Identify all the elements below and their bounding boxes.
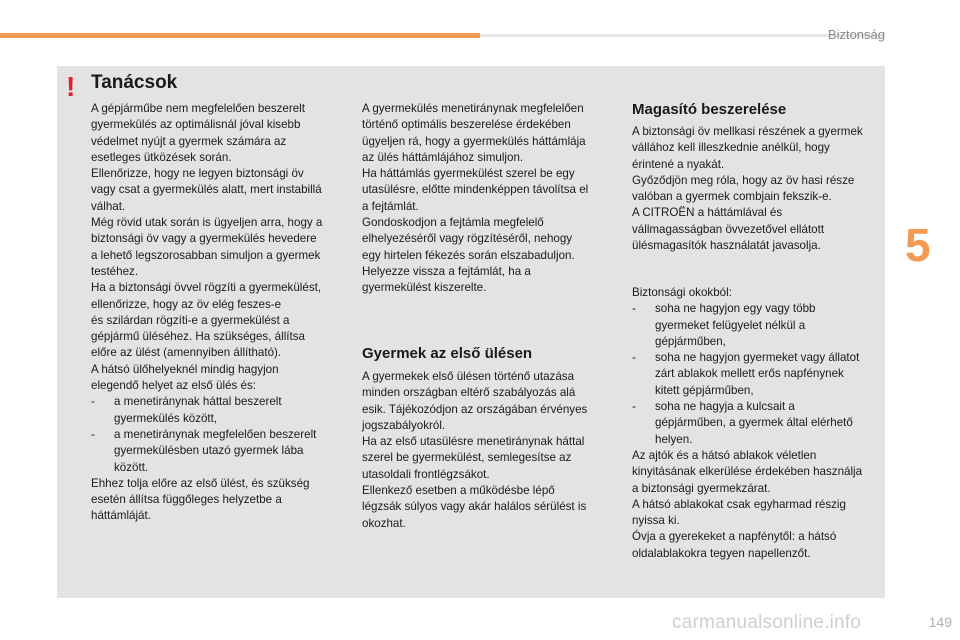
text-line: előre az ülést (amennyiben állítható).: [91, 346, 282, 360]
text-line: a menetiránynak háttal beszerelt: [114, 395, 282, 409]
text-line: soha ne hagyja a kulcsait a: [655, 400, 795, 414]
text-line: Óvja a gyerekeket a napfénytől: a hátsó: [632, 530, 837, 544]
text-line: esetleges ütközések során.: [91, 150, 232, 164]
text-line: kitett gépjárműben,: [655, 383, 754, 397]
section-title: Biztonság: [827, 27, 885, 42]
text-line: A gyermekek első ülésen történő utazása: [362, 370, 575, 383]
text-line: Az ajtók és a hátsó ablakok véletlen: [632, 448, 817, 462]
text-line: gyermekülés között,: [114, 411, 218, 425]
text-line: valóban a gyermek combjain fekszik-e.: [632, 190, 832, 204]
list-item: [91, 394, 353, 427]
text-line: jogszabályokról.: [362, 418, 446, 432]
text-line: A hátsó ablakokat csak egyharmad részig: [632, 497, 846, 511]
text-line: Ehhez tolja előre az első ülést, és szükség: [91, 476, 310, 490]
text-line: kinyitásának elkerülése érdekében használja: [632, 465, 863, 479]
warning-icon: !: [66, 71, 76, 102]
advice-title: Tanácsok: [91, 72, 178, 93]
text-line: elhelyezéséről vagy rögzítéséről, nehogy: [362, 232, 573, 246]
header-rule: [480, 34, 885, 37]
text-line: minden országban eltérő szabályozás alá: [362, 386, 576, 400]
text-line: esik. Tájékozódjon az országában érvényes: [362, 402, 588, 416]
text-line: Ellenkező esetben a működésbe lépő: [362, 484, 555, 498]
text-line: Még rövid utak során is ügyeljen arra, hogy a: [91, 216, 323, 230]
safety-text: [632, 285, 884, 562]
text-line: történő optimális beszerelése érdekében: [362, 118, 571, 132]
text-line: gépjárműben, a gyermek által elérhető: [655, 416, 853, 430]
text-line: okozhat.: [362, 516, 406, 530]
text-line: szerel be gyermekülést, semlegesítse az: [362, 451, 572, 465]
text-line: Győződjön meg róla, hogy az öv hasi része: [632, 173, 855, 187]
text-line: Ha a biztonsági övvel rögzíti a gyermekülést,: [91, 281, 322, 295]
text-line: zárt ablakok mellett erős napfénynek: [655, 367, 844, 381]
text-line: az ülés háttámlájához simuljon.: [362, 150, 524, 164]
text-line: gyermekülést kiszerelte.: [362, 281, 487, 295]
text-line: érintené a nyakát.: [632, 157, 725, 171]
text-line: helyen.: [655, 432, 693, 446]
booster-text: [632, 124, 884, 254]
text-line: nyissa ki.: [632, 514, 680, 528]
text-line: vállához kell illeszkednie anélkül, hogy: [632, 141, 830, 155]
text-line: soha ne hagyjon egy vagy több: [655, 302, 816, 316]
text-line: háttámláját.: [91, 509, 151, 523]
text-line: gyermeket felügyelet nélkül a: [655, 318, 806, 332]
text-line: a menetiránynak megfelelően beszerelt: [114, 427, 317, 441]
text-line: a fejtámlát.: [362, 199, 419, 213]
text-line: testéhez.: [91, 264, 139, 278]
text-line: elegendő helyet az első ülés és:: [91, 379, 257, 393]
list-item: [632, 350, 884, 399]
text-line: között.: [114, 460, 149, 474]
text-line: ülésmagasítók használatát javasolja.: [632, 239, 821, 253]
text-line: és szilárdan rögzíti-e a gyermekülést a: [91, 313, 290, 327]
paragraph-lines: [91, 101, 353, 394]
chapter-number: 5: [905, 219, 931, 271]
list-item: [91, 427, 353, 476]
bullet-dash: -: [632, 400, 636, 414]
text-line: ügyeljen rá, hogy a gyermekülés háttámlája: [362, 134, 586, 148]
page-number: 149: [928, 614, 952, 630]
list-item: [632, 399, 884, 448]
text-line: A hátsó ülőhelyeknél mindig hagyjon: [91, 362, 279, 376]
text-line: A CITROËN a háttámlával és: [632, 206, 783, 220]
text-line: ellenőrizze, hogy az öv elég feszes-e: [91, 297, 282, 311]
text-line: egy hirtelen fékezés során elszabaduljon.: [362, 248, 575, 262]
bullet-dash: -: [91, 395, 95, 409]
paragraph-lines: [91, 476, 353, 525]
text-line: válhat.: [91, 199, 126, 213]
text-line: Biztonsági okokból:: [632, 286, 732, 299]
text-line: utasoldali frontlégzsákot.: [362, 467, 490, 481]
text-line: a biztonsági gyermekzárat.: [632, 481, 771, 495]
text-line: oldalablakokra tegyen napellenzőt.: [632, 546, 811, 560]
bullet-dash: -: [632, 351, 636, 365]
text-line: A gépjárműbe nem megfelelően beszerelt: [91, 102, 305, 115]
list-item: [632, 301, 884, 350]
text-line: Ha az első utasülésre menetiránynak háttal: [362, 435, 585, 449]
watermark: carmanualsonline.info: [672, 612, 862, 633]
text-line: utasülésre, előtte mindenképpen távolítsa el: [362, 183, 589, 197]
text-line: Ha háttámlás gyermekülést szerel be egy: [362, 167, 575, 181]
text-line: Helyezze vissza a fejtámlát, ha a: [362, 264, 531, 278]
front-seat-heading: Gyermek az első ülésen: [362, 345, 533, 362]
text-line: gépjárműben,: [655, 334, 726, 348]
text-line: biztonsági öv vagy a gyermekülés hevedere: [91, 232, 317, 246]
text-line: A biztonsági öv mellkasi részének a gyermek: [632, 125, 863, 138]
text-line: A gyermekülés menetiránynak megfelelően: [362, 102, 584, 115]
advice-column-2: [362, 101, 617, 297]
text-line: légzsák súlyos vagy akár halálos sérülést is: [362, 500, 587, 514]
bullet-dash: -: [632, 302, 636, 316]
text-line: soha ne hagyjon gyermeket vagy állatot: [655, 351, 860, 365]
text-line: gyermekülésben utazó gyermek lába: [114, 444, 304, 458]
text-line: a lehető legszorosabban simuljon a gyermek: [91, 248, 321, 262]
booster-heading: Magasító beszerelése: [632, 101, 787, 118]
text-line: gépjármű üléséhez. Ha szükséges, állítsa: [91, 330, 305, 344]
text-line: vállmagasságban övvezetővel ellátott: [632, 222, 825, 236]
text-line: vagy csat a gyermekülés alatt, mert instabillá: [91, 183, 322, 197]
bullet-dash: -: [91, 427, 95, 441]
front-seat-text: [362, 369, 617, 532]
text-line: esetén állítsa függőleges helyzetbe a: [91, 493, 282, 507]
text-line: védelmet nyújt a gyermek számára az: [91, 134, 287, 148]
text-line: Gondoskodjon a fejtámla megfelelő: [362, 216, 544, 230]
header-accent-bar: [0, 33, 480, 38]
text-line: gyermekülés az optimálisnál jóval kisebb: [91, 118, 301, 132]
text-line: Ellenőrizze, hogy ne legyen biztonsági öv: [91, 167, 304, 181]
advice-column-1: [91, 101, 353, 525]
